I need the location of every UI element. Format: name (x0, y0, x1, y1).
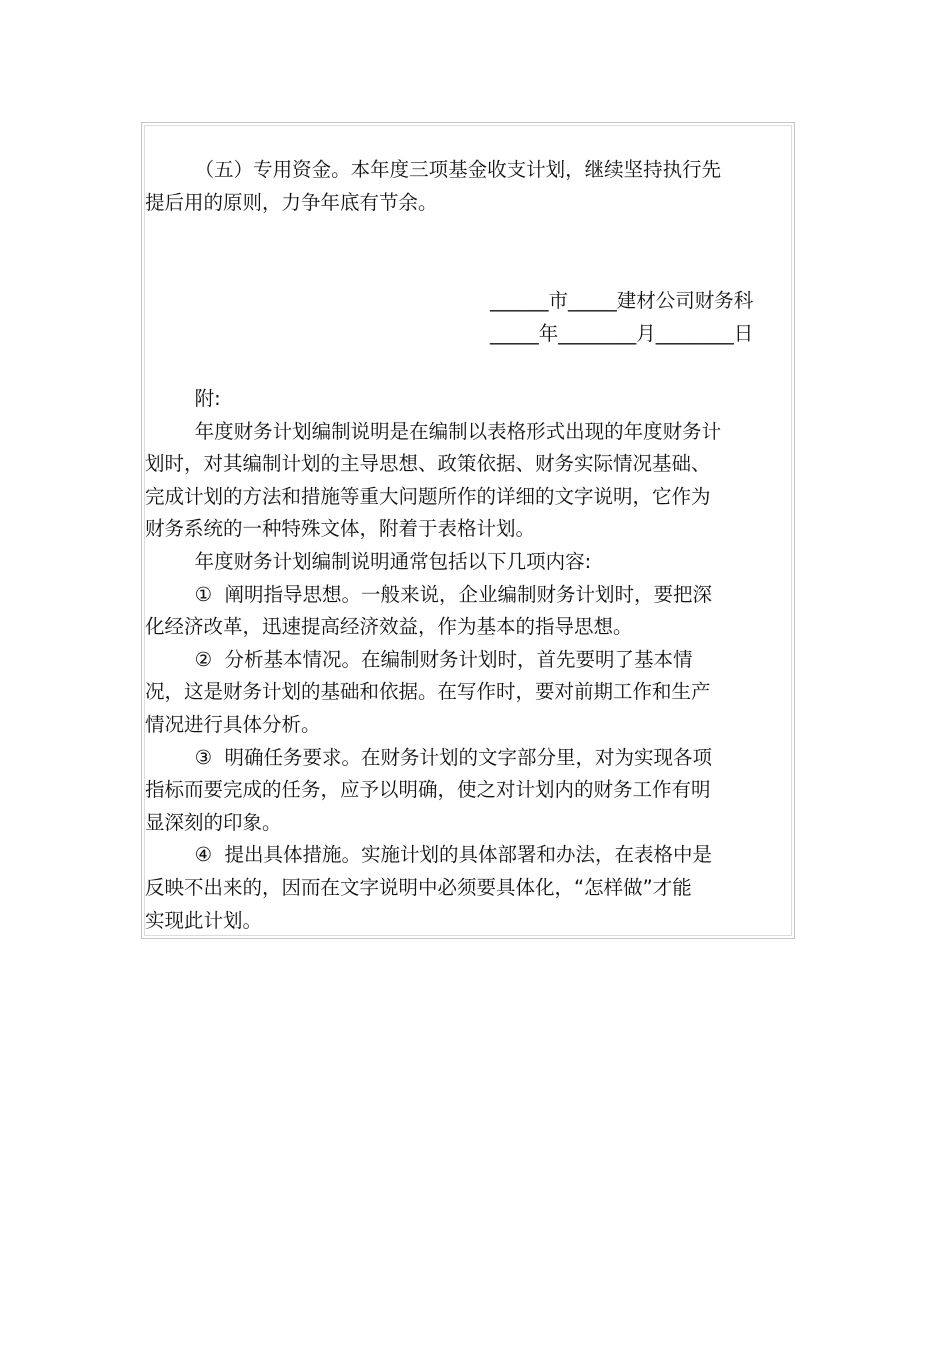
appendix (145, 383, 755, 937)
signature-date-line: _____年________月________日 (490, 321, 754, 345)
text-line: 指标而要完成的任务，应予以明确，使之对计划内的财务工作有明 (145, 778, 711, 802)
text-line: 财务系统的一种特殊文体，附着于表格计划。 (145, 517, 536, 541)
text-line: （五）专用资金。本年度三项基金收支计划，继续坚持执行先 (145, 158, 722, 181)
text-line: 完成计划的方法和措施等重大问题所作的详细的文字说明，它作为 (145, 484, 711, 508)
appendix-heading: 附: (145, 387, 221, 410)
text-line: 化经济改革，迅速提高经济效益，作为基本的指导思想。 (145, 615, 633, 639)
text-line: 况，这是财务计划的基础和依据。在写作时，要对前期工作和生产 (145, 680, 711, 704)
text-line: 提后用的原则，力争年底有节余。 (145, 190, 438, 214)
text-line: 划时，对其编制计划的主导思想、政策依据、财务实际情况基础、 (145, 452, 711, 476)
text-line: 年度财务计划编制说明是在编制以表格形式出现的年度财务计 (145, 419, 722, 443)
signature-block (490, 285, 800, 350)
text-line: ④ 提出具体措施。实施计划的具体部署和办法，在表格中是 (145, 843, 712, 867)
text-line: ③ 明确任务要求。在财务计划的文字部分里，对为实现各项 (145, 745, 712, 769)
text-line: 实现此计划。 (145, 908, 263, 932)
text-line: 年度财务计划编制说明通常包括以下几项内容: (145, 549, 592, 573)
section-five (145, 154, 755, 219)
text-line: ② 分析基本情况。在编制财务计划时，首先要明了基本情 (145, 647, 693, 671)
text-line: 反映不出来的，因而在文字说明中必须要具体化，“怎样做”才能 (145, 875, 692, 899)
text-line: ① 阐明指导思想。一般来说，企业编制财务计划时，要把深 (145, 582, 712, 606)
text-line: 情况进行具体分析。 (145, 712, 321, 736)
text-line: 显深刻的印象。 (145, 810, 282, 834)
signature-org-line: ______市_____建材公司财务科 (490, 289, 754, 312)
